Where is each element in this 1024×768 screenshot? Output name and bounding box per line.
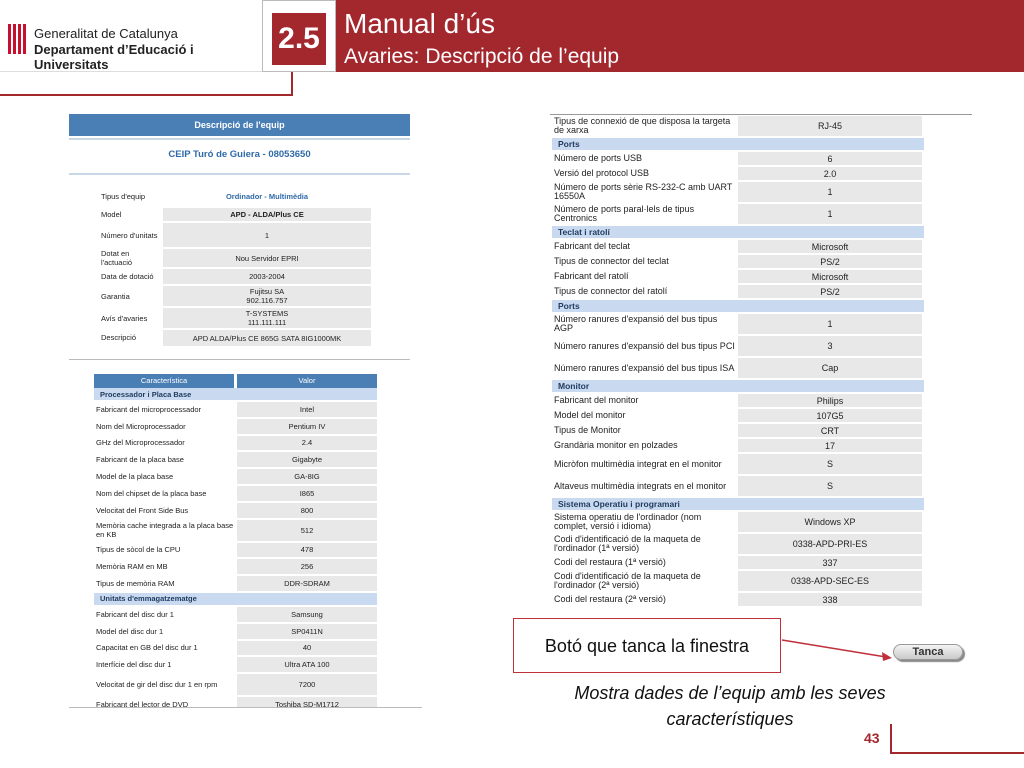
feature-value: Windows XP xyxy=(738,512,922,532)
equip-row-value[interactable]: Ordinador - Multimèdia xyxy=(163,185,371,207)
page-subtitle: Avaries: Descripció de l’equip xyxy=(344,45,620,68)
feature-row xyxy=(94,674,377,697)
feature-label: Número ranures d'expansió del bus tipus AGP xyxy=(554,314,718,333)
feature-label: Interfície del disc dur 1 xyxy=(96,660,172,670)
gencat-logo-area xyxy=(0,0,262,72)
equip-row-value: 2003-2004 xyxy=(163,268,371,285)
equip-row xyxy=(99,329,371,346)
header-divider-h xyxy=(0,94,293,96)
feature-row xyxy=(94,697,377,708)
features-table-right xyxy=(552,116,924,608)
feature-row xyxy=(552,314,924,336)
school-link[interactable]: CEIP Turó de Guiera - 08053650 xyxy=(168,149,311,160)
feature-value: SP0411N xyxy=(237,624,377,639)
feature-row xyxy=(552,358,924,380)
equip-row xyxy=(99,307,371,329)
section-number: 2.5 xyxy=(272,13,326,65)
equip-row xyxy=(99,268,371,285)
feature-value: 2.0 xyxy=(738,167,922,180)
feature-value: Intel xyxy=(237,402,377,417)
feature-value: 1 xyxy=(738,182,922,202)
feature-label: Fabricant del teclat xyxy=(554,241,631,251)
feature-label: Sistema operatiu de l'ordinador (nom complet, versió i idioma) xyxy=(554,512,702,531)
feature-row xyxy=(94,624,377,641)
feature-value: 800 xyxy=(237,503,377,518)
page-title: Manual d’ús xyxy=(344,8,495,39)
feature-label: Altaveus multimèdia integrats en el monitor xyxy=(554,480,727,491)
equip-row-value: 1 xyxy=(163,222,371,248)
equip-row-label: Descripció xyxy=(101,333,137,342)
feature-row xyxy=(552,534,924,556)
features-panel-left xyxy=(69,366,422,708)
feature-label: Codi d'identificació de la maqueta de l'ordinador (2ª versió) xyxy=(554,571,701,590)
features-panel-right xyxy=(550,108,972,610)
feature-value: 1 xyxy=(738,204,922,224)
feature-row xyxy=(552,270,924,285)
features-table-left xyxy=(94,388,377,708)
feature-label: Memòria RAM en MB xyxy=(96,562,168,572)
equip-row-label: Garantia xyxy=(101,291,130,301)
feature-value: DDR-SDRAM xyxy=(237,576,377,591)
feature-value: Microsoft xyxy=(738,240,922,253)
feature-row xyxy=(552,152,924,167)
feature-value: Microsoft xyxy=(738,270,922,283)
feature-label: Capacitat en GB del disc dur 1 xyxy=(96,643,198,653)
equip-row xyxy=(99,285,371,307)
feature-value: 107G5 xyxy=(738,409,922,422)
feature-row xyxy=(94,503,377,520)
feature-row xyxy=(552,424,924,439)
header-divider-v xyxy=(291,72,293,96)
corner-line-h xyxy=(890,752,1024,754)
feature-value: 256 xyxy=(237,559,377,574)
feature-label: Número ranures d'expansió del bus tipus PCI xyxy=(554,340,735,351)
feature-value: PS/2 xyxy=(738,285,922,298)
feature-label: Codi del restaura (2ª versió) xyxy=(554,594,666,604)
divider xyxy=(69,138,410,140)
equip-row-value: Nou Servidor EPRI xyxy=(163,248,371,268)
equip-row-value: APD ALDA/Plus CE 865G SATA 8IG1000MK xyxy=(163,329,371,346)
feature-label: Fabricant del ratolí xyxy=(554,271,629,281)
gencat-logo-icon xyxy=(8,24,28,54)
feature-row xyxy=(94,452,377,469)
feature-label: Model de la placa base xyxy=(96,472,174,482)
feature-label: Número de ports sèrie RS-232-C amb UART 16550A xyxy=(554,182,733,201)
feature-label: Fabricant del disc dur 1 xyxy=(96,609,174,619)
col-header-value: Valor xyxy=(237,374,377,388)
feature-row xyxy=(552,255,924,270)
feature-row xyxy=(94,607,377,624)
feature-label: Memòria cache integrada a la placa base en KB xyxy=(96,521,234,540)
feature-value: 0338-APD-SEC-ES xyxy=(738,571,922,591)
feature-label: Fabricant del lector de DVD xyxy=(96,700,189,708)
feature-label: Grandària monitor en polzades xyxy=(554,440,678,450)
equip-row xyxy=(99,185,371,207)
feature-value: 3 xyxy=(738,336,922,356)
feature-row xyxy=(552,240,924,255)
feature-label: Número ranures d'expansió del bus tipus ISA xyxy=(554,362,735,373)
feature-value: Samsung xyxy=(237,607,377,622)
feature-value: 2.4 xyxy=(237,436,377,451)
feature-label: Número de ports paral·lels de tipus Centronics xyxy=(554,204,695,223)
feature-label: Tipus de memòria RAM xyxy=(96,579,175,589)
feature-value: 338 xyxy=(738,593,922,606)
feature-value: PS/2 xyxy=(738,255,922,268)
feature-row xyxy=(552,409,924,424)
feature-label: Model del monitor xyxy=(554,410,626,420)
equip-panel-header: Descripció de l'equip xyxy=(69,114,410,136)
feature-label: Nom del chipset de la placa base xyxy=(96,488,207,498)
section-header: Monitor xyxy=(552,380,924,394)
feature-label: Tipus de Monitor xyxy=(554,425,621,435)
feature-row xyxy=(552,204,924,226)
equip-row xyxy=(99,207,371,222)
feature-row xyxy=(94,486,377,503)
equip-row-value: Fujitsu SA 902.116.757 xyxy=(163,285,371,307)
feature-label: Fabricant de la placa base xyxy=(96,455,184,465)
feature-label: Fabricant del microprocessador xyxy=(96,404,202,414)
feature-value: 40 xyxy=(237,641,377,656)
feature-row xyxy=(552,394,924,409)
feature-row xyxy=(552,336,924,358)
org-line2: Departament d’Educació i Universitats xyxy=(34,42,194,72)
feature-value: S xyxy=(738,476,922,496)
equip-description-panel xyxy=(69,114,410,360)
feature-row xyxy=(94,520,377,543)
page-number: 43 xyxy=(864,730,880,746)
equip-row-value: APD - ALDA/Plus CE xyxy=(163,207,371,222)
equip-row-label: Tipus d'equip xyxy=(101,191,146,201)
equip-row xyxy=(99,248,371,268)
feature-row xyxy=(552,454,924,476)
feature-row xyxy=(94,402,377,419)
divider xyxy=(550,114,972,115)
feature-label: Versió del protocol USB xyxy=(554,168,650,178)
feature-row xyxy=(94,559,377,576)
feature-value: 337 xyxy=(738,556,922,569)
feature-value: Philips xyxy=(738,394,922,407)
equip-row-label: Data de dotació xyxy=(101,272,154,281)
org-line1: Generalitat de Catalunya xyxy=(34,26,178,41)
feature-label: Fabricant del monitor xyxy=(554,395,639,405)
feature-label: Tipus de connector del teclat xyxy=(554,256,669,266)
feature-label: Velocitat de gir del disc dur 1 en rpm xyxy=(96,680,218,690)
feature-label: Nom del Microprocessador xyxy=(96,421,186,431)
callout-arrow xyxy=(780,630,895,670)
feature-row xyxy=(552,116,924,138)
divider xyxy=(69,173,410,175)
feature-row xyxy=(94,641,377,658)
feature-value: CRT xyxy=(738,424,922,437)
feature-value: I865 xyxy=(237,486,377,501)
section-badge xyxy=(262,0,336,72)
feature-row xyxy=(552,512,924,534)
feature-row xyxy=(552,285,924,300)
equip-row-label: Model xyxy=(101,210,122,219)
feature-value: Toshiba SD-M1712 xyxy=(237,697,377,708)
feature-row xyxy=(94,419,377,436)
feature-label: GHz del Microprocessador xyxy=(96,438,185,448)
feature-label: Tipus de connexió de que disposa la targeta de xarxa xyxy=(554,116,731,135)
feature-value: 6 xyxy=(738,152,922,165)
caption: Mostra dades de l’equip amb les seves característiques xyxy=(574,683,886,729)
feature-label: Codi d'identificació de la maqueta de l'ordinador (1ª versió) xyxy=(554,534,701,553)
section-header: Ports xyxy=(552,138,924,152)
feature-row xyxy=(94,657,377,674)
feature-label: Velocitat del Front Side Bus xyxy=(96,505,189,515)
feature-row xyxy=(552,556,924,571)
feature-value: Cap xyxy=(738,358,922,378)
feature-value: GA-8IG xyxy=(237,469,377,484)
corner-line-v xyxy=(890,724,892,754)
feature-row xyxy=(552,571,924,593)
section-header: Processador i Placa Base xyxy=(94,388,377,402)
feature-value: 512 xyxy=(237,520,377,541)
feature-row xyxy=(94,576,377,593)
feature-row xyxy=(552,439,924,454)
feature-value: 1 xyxy=(738,314,922,334)
section-header: Sistema Operatiu i programari xyxy=(552,498,924,512)
feature-row xyxy=(552,167,924,182)
feature-label: Micròfon multimèdia integrat en el monitor xyxy=(554,458,722,469)
feature-value: S xyxy=(738,454,922,474)
feature-value: Ultra ATA 100 xyxy=(237,657,377,672)
feature-value: 0338-APD-PRI-ES xyxy=(738,534,922,554)
feature-value: 478 xyxy=(237,543,377,558)
section-header: Ports xyxy=(552,300,924,314)
feature-value: 7200 xyxy=(237,674,377,695)
equip-row xyxy=(99,222,371,248)
feature-row xyxy=(94,436,377,453)
section-header: Teclat i ratolí xyxy=(552,226,924,240)
feature-row xyxy=(552,593,924,608)
feature-value: Pentium IV xyxy=(237,419,377,434)
feature-value: 17 xyxy=(738,439,922,452)
equip-row-label: Avís d'avaries xyxy=(101,313,148,323)
feature-value: Gigabyte xyxy=(237,452,377,467)
equip-row-label: Dotat en l'actuació xyxy=(101,249,133,267)
features-table-header xyxy=(94,374,377,388)
feature-value: RJ-45 xyxy=(738,116,922,136)
feature-label: Número de ports USB xyxy=(554,153,643,163)
feature-label: Codi del restaura (1ª versió) xyxy=(554,557,666,567)
section-header: Unitats d'emmagatzematge xyxy=(94,593,377,607)
feature-label: Tipus de sòcol de la CPU xyxy=(96,545,181,555)
equip-row-value: T-SYSTEMS 111.111.111 xyxy=(163,307,371,329)
feature-row xyxy=(94,543,377,560)
tanca-button[interactable]: Tanca xyxy=(893,644,963,660)
feature-label: Model del disc dur 1 xyxy=(96,626,164,636)
feature-row xyxy=(552,476,924,498)
equip-table xyxy=(99,184,371,346)
feature-row xyxy=(94,469,377,486)
equip-row-label: Número d'unitats xyxy=(101,230,158,240)
feature-row xyxy=(552,182,924,204)
col-header-feature: Característica xyxy=(94,374,234,388)
feature-label: Tipus de connector del ratolí xyxy=(554,286,668,296)
callout-box: Botó que tanca la finestra xyxy=(513,618,781,673)
